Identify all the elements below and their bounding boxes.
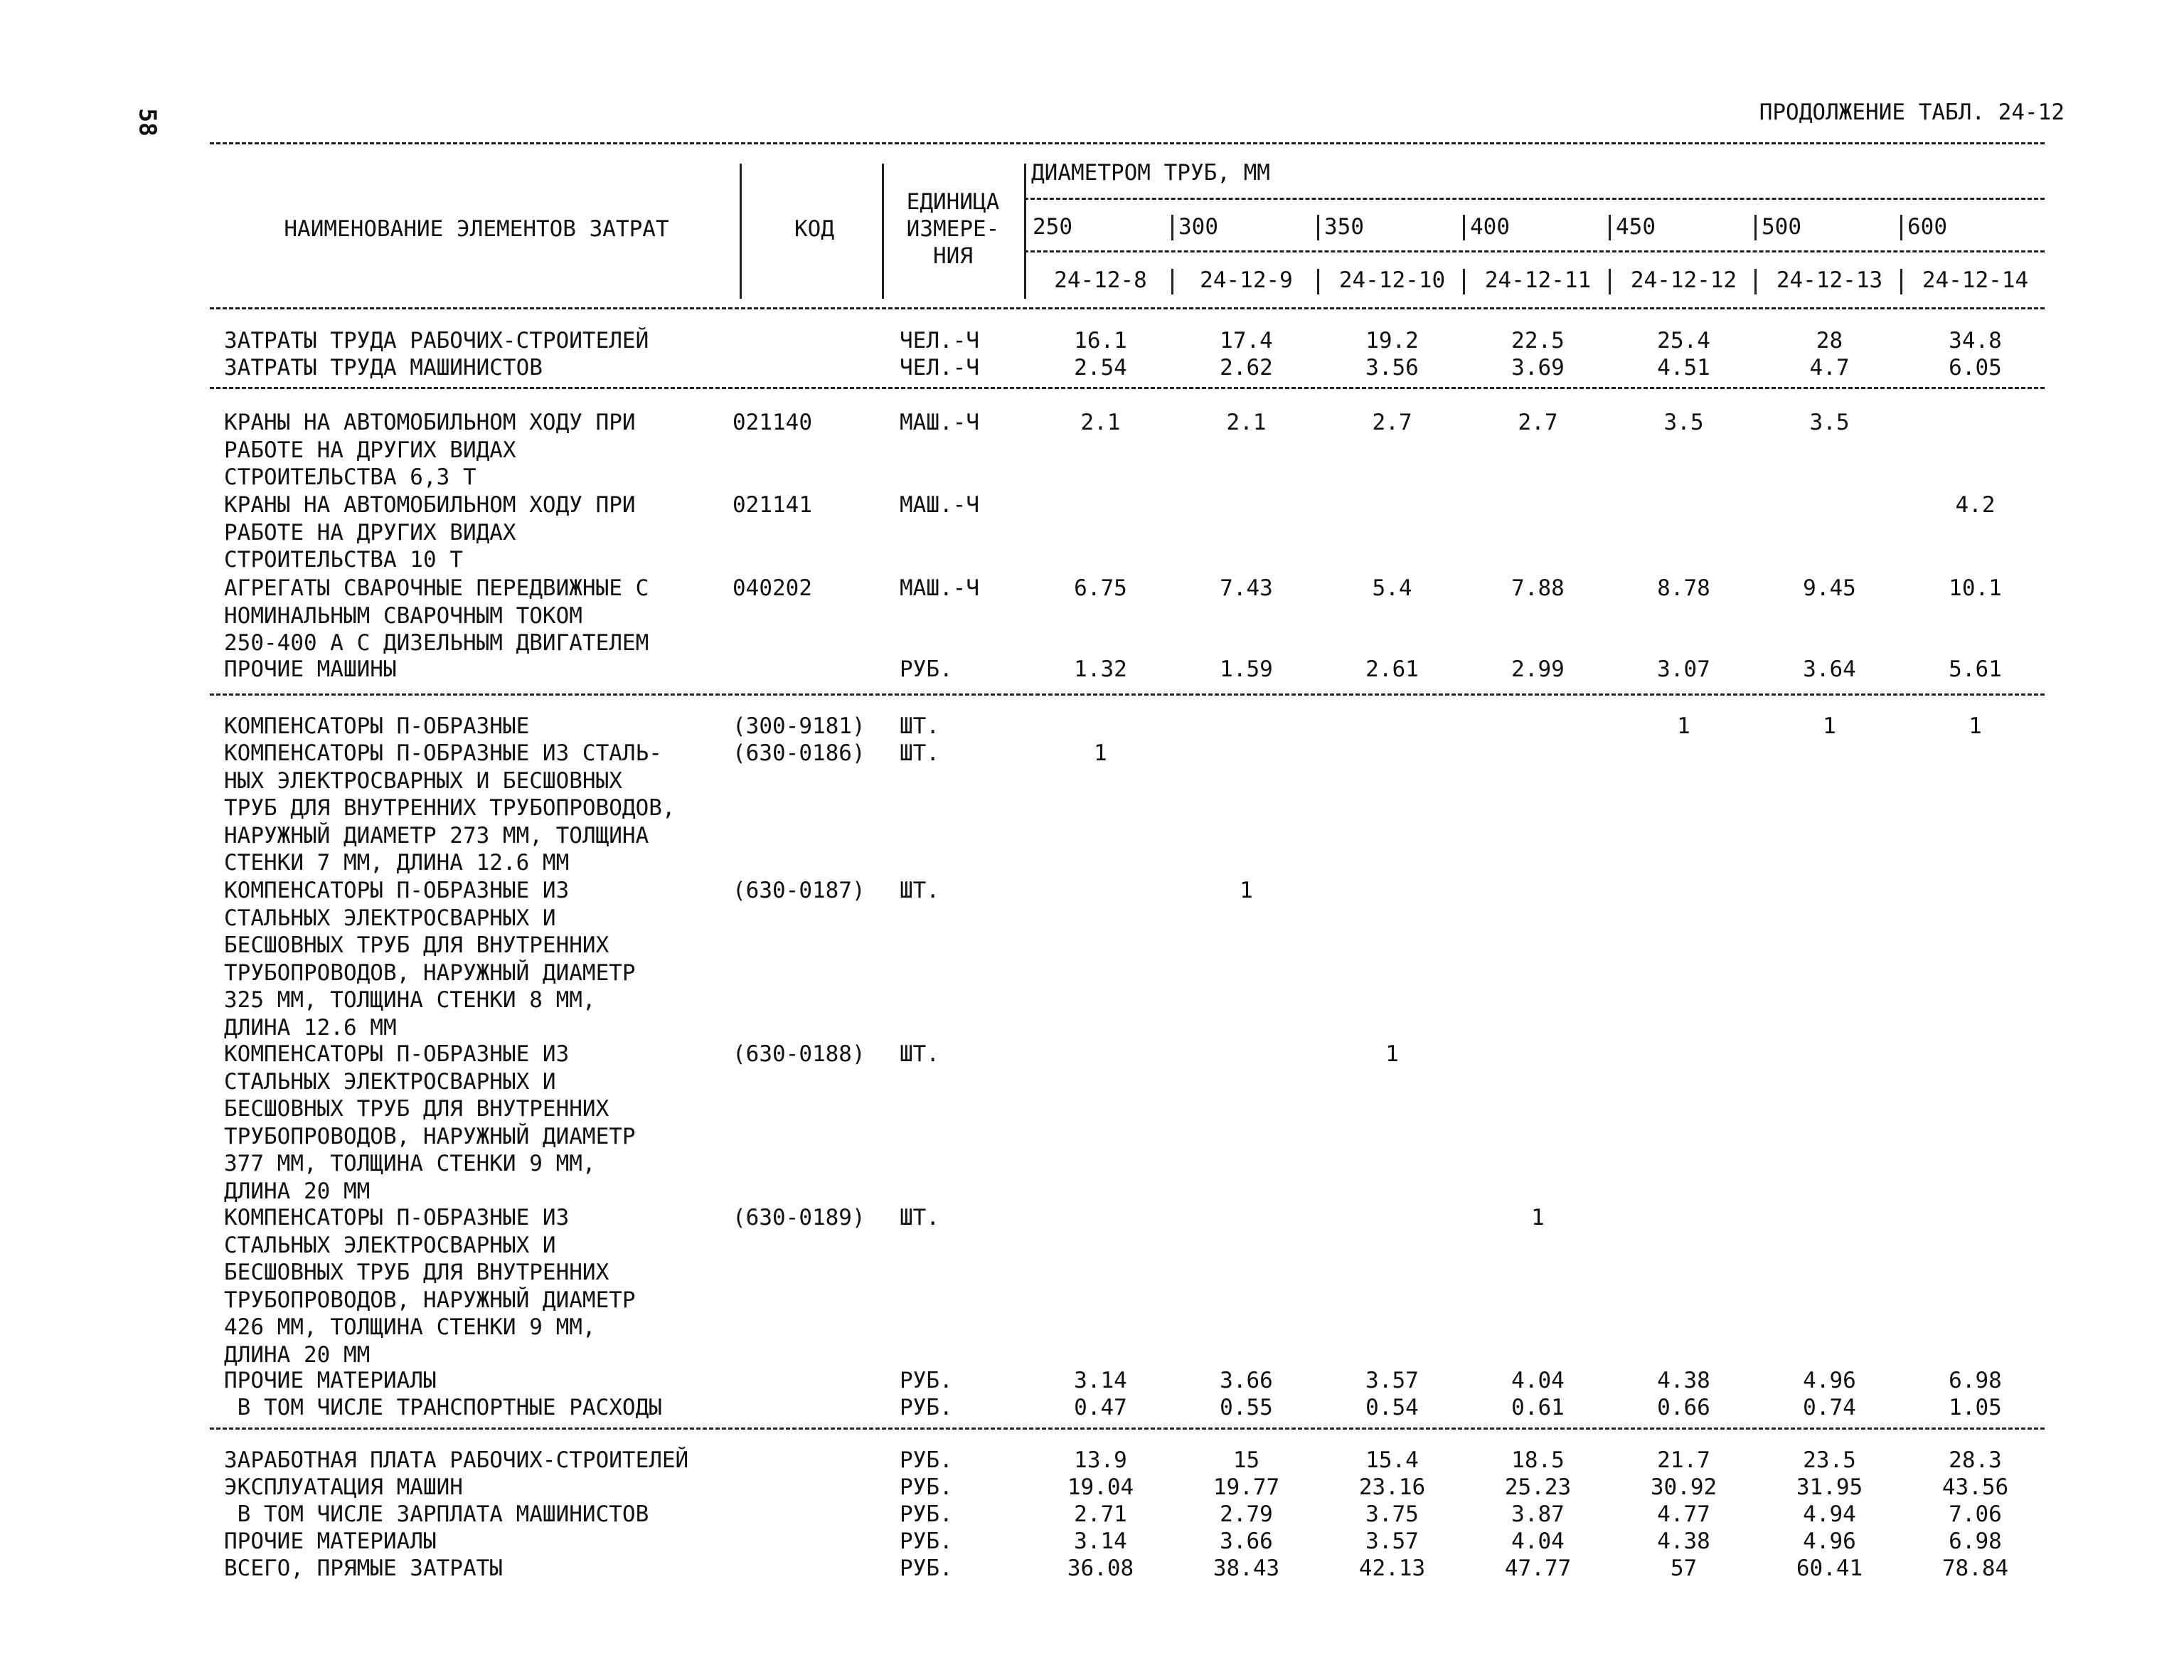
page-number: 58	[134, 108, 162, 137]
header-diameter-group: ДИАМЕТРОМ ТРУБ, ММ	[1031, 160, 1270, 186]
row-value: 3.07	[1657, 656, 1710, 682]
row-unit: ШТ.	[900, 1041, 939, 1067]
row-unit: МАШ.-Ч	[900, 410, 979, 435]
column-divider	[1317, 269, 1319, 294]
row-unit: ЧЕЛ.-Ч	[900, 328, 979, 353]
dashed-rule	[210, 693, 2045, 696]
row-value: 3.57	[1365, 1368, 1419, 1393]
row-name-line: НЫХ ЭЛЕКТРОСВАРНЫХ И БЕСШОВНЫХ	[224, 767, 622, 794]
row-value: 17.4	[1220, 328, 1273, 353]
row-name-line: ЗАТРАТЫ ТРУДА МАШИНИСТОВ	[224, 355, 543, 381]
row-name-line: КОМПЕНСАТОРЫ П-ОБРАЗНЫЕ	[224, 713, 530, 739]
row-value: 3.87	[1511, 1501, 1565, 1527]
row-value: 0.47	[1074, 1395, 1127, 1420]
row-name-line: 377 ММ, ТОЛЩИНА СТЕНКИ 9 ММ,	[224, 1151, 596, 1176]
dashed-rule	[210, 1428, 2045, 1430]
row-value: 0.55	[1220, 1395, 1273, 1420]
row-value: 3.14	[1074, 1368, 1127, 1393]
row-name-line: СТЕНКИ 7 ММ, ДЛИНА 12.6 ММ	[224, 850, 570, 876]
row-name-line: В ТОМ ЧИСЛЕ ТРАНСПОРТНЫЕ РАСХОДЫ	[224, 1395, 662, 1420]
row-unit: РУБ.	[900, 1447, 953, 1473]
row-value: 2.54	[1074, 355, 1127, 381]
row-code: (630-0186)	[733, 740, 865, 766]
row-value: 4.96	[1803, 1529, 1856, 1554]
dashed-rule	[210, 387, 2045, 389]
column-divider	[1171, 215, 1173, 240]
row-value: 1	[1969, 713, 1982, 739]
row-value: 1.59	[1220, 656, 1273, 682]
row-value: 3.64	[1803, 656, 1856, 682]
row-unit: РУБ.	[900, 1529, 953, 1554]
row-value: 19.77	[1213, 1474, 1280, 1500]
row-value: 3.5	[1663, 410, 1704, 435]
column-divider	[1317, 215, 1319, 240]
row-value: 28	[1816, 328, 1843, 353]
row-value: 25.23	[1504, 1474, 1572, 1500]
header-diameter-250: 250	[1033, 214, 1072, 240]
row-value: 34.8	[1949, 328, 2002, 353]
column-divider	[1463, 269, 1465, 294]
column-divider	[1024, 164, 1026, 299]
row-value: 4.38	[1657, 1368, 1710, 1393]
row-unit: ШТ.	[900, 1205, 939, 1230]
header-norm-code: 24-12-12	[1630, 267, 1737, 293]
header-norm-code: 24-12-9	[1200, 267, 1293, 293]
row-value: 1.32	[1074, 656, 1127, 682]
row-value: 31.95	[1796, 1474, 1863, 1500]
row-value: 0.66	[1657, 1395, 1710, 1420]
row-value: 57	[1670, 1556, 1698, 1581]
row-code: 021141	[733, 492, 812, 518]
row-name-line: ЭКСПЛУАТАЦИЯ МАШИН	[224, 1474, 463, 1500]
row-name-line: ВСЕГО, ПРЯМЫЕ ЗАТРАТЫ	[224, 1556, 503, 1581]
row-value: 6.98	[1949, 1529, 2002, 1554]
row-value: 30.92	[1650, 1474, 1717, 1500]
column-divider	[1171, 269, 1173, 294]
row-value: 3.57	[1365, 1529, 1419, 1554]
row-code: 021140	[733, 410, 812, 435]
column-divider	[1463, 215, 1465, 240]
row-value: 1	[1094, 740, 1107, 766]
row-value: 3.56	[1365, 355, 1419, 381]
header-name-column: НАИМЕНОВАНИЕ ЭЛЕМЕНТОВ ЗАТРАТ	[284, 216, 669, 242]
row-value: 4.04	[1511, 1529, 1565, 1554]
column-divider	[882, 164, 884, 299]
row-value: 8.78	[1657, 575, 1710, 601]
header-diameter-350: 350	[1324, 214, 1364, 240]
row-value: 5.61	[1949, 656, 2002, 682]
row-value: 4.96	[1803, 1368, 1856, 1393]
row-value: 2.1	[1226, 410, 1267, 435]
column-divider	[1754, 269, 1757, 294]
row-value: 10.1	[1949, 575, 2002, 601]
row-value: 78.84	[1941, 1556, 2009, 1581]
row-unit: РУБ.	[900, 1556, 953, 1581]
row-name-line: ТРУБОПРОВОДОВ, НАРУЖНЫЙ ДИАМЕТР	[224, 1287, 636, 1313]
row-unit: ЧЕЛ.-Ч	[900, 355, 979, 381]
row-name-line: ТРУБ ДЛЯ ВНУТРЕННИХ ТРУБОПРОВОДОВ,	[224, 795, 676, 821]
row-value: 36.08	[1067, 1556, 1134, 1581]
row-name-line: 426 ММ, ТОЛЩИНА СТЕНКИ 9 ММ,	[224, 1314, 596, 1340]
dashed-rule	[210, 307, 2045, 309]
row-name-line: БЕСШОВНЫХ ТРУБ ДЛЯ ВНУТРЕННИХ	[224, 1096, 609, 1122]
row-name-line: НАРУЖНЫЙ ДИАМЕТР 273 ММ, ТОЛЩИНА	[224, 822, 649, 849]
row-value: 47.77	[1504, 1556, 1572, 1581]
row-unit: МАШ.-Ч	[900, 492, 979, 518]
row-code: (630-0189)	[733, 1205, 865, 1230]
row-value: 2.71	[1074, 1501, 1127, 1527]
row-name-line: ДЛИНА 20 ММ	[224, 1341, 371, 1368]
row-value: 1	[1385, 1041, 1399, 1067]
row-value: 19.2	[1365, 328, 1419, 353]
column-divider	[1609, 215, 1611, 240]
row-value: 4.2	[1955, 492, 1996, 518]
row-value: 2.79	[1220, 1501, 1273, 1527]
row-value: 9.45	[1803, 575, 1856, 601]
row-name-line: 250-400 А С ДИЗЕЛЬНЫМ ДВИГАТЕЛЕМ	[224, 630, 649, 656]
header-norm-code: 24-12-10	[1338, 267, 1446, 293]
column-divider	[1900, 269, 1902, 294]
row-code: (630-0188)	[733, 1041, 865, 1067]
row-value: 6.98	[1949, 1368, 2002, 1393]
row-name-line: СТРОИТЕЛЬСТВА 6,3 Т	[224, 464, 476, 490]
row-name-line: ТРУБОПРОВОДОВ, НАРУЖНЫЙ ДИАМЕТР	[224, 959, 636, 986]
header-norm-code: 24-12-14	[1922, 267, 2029, 293]
row-unit: РУБ.	[900, 1474, 953, 1500]
column-divider	[740, 164, 742, 299]
column-divider	[1609, 269, 1611, 294]
row-value: 7.88	[1511, 575, 1565, 601]
row-value: 0.61	[1511, 1395, 1565, 1420]
row-value: 1	[1823, 713, 1836, 739]
row-name-line: ПРОЧИЕ МАШИНЫ	[224, 656, 397, 682]
row-value: 3.69	[1511, 355, 1565, 381]
row-value: 13.9	[1074, 1447, 1127, 1473]
row-code: 040202	[733, 575, 812, 601]
row-name-line: КОМПЕНСАТОРЫ П-ОБРАЗНЫЕ ИЗ СТАЛЬ-	[224, 740, 662, 766]
row-value: 15.4	[1365, 1447, 1419, 1473]
row-name-line: ДЛИНА 12.6 ММ	[224, 1014, 397, 1041]
row-value: 6.05	[1949, 355, 2002, 381]
row-name-line: КРАНЫ НА АВТОМОБИЛЬНОМ ХОДУ ПРИ	[224, 410, 636, 435]
row-value: 2.99	[1511, 656, 1565, 682]
row-value: 2.7	[1518, 410, 1558, 435]
row-name-line: СТАЛЬНЫХ ЭЛЕКТРОСВАРНЫХ И	[224, 1068, 556, 1095]
row-name-line: ЗАТРАТЫ ТРУДА РАБОЧИХ-СТРОИТЕЛЕЙ	[224, 328, 649, 353]
header-diameter-450: 450	[1616, 214, 1656, 240]
header-unit-line-3: НИЯ	[933, 243, 973, 269]
row-name-line: НОМИНАЛЬНЫМ СВАРОЧНЫМ ТОКОМ	[224, 602, 582, 629]
row-value: 0.74	[1803, 1395, 1856, 1420]
row-value: 3.66	[1220, 1529, 1273, 1554]
row-name-line: БЕСШОВНЫХ ТРУБ ДЛЯ ВНУТРЕННИХ	[224, 932, 609, 958]
row-unit: РУБ.	[900, 656, 953, 682]
header-diameter-600: 600	[1907, 214, 1947, 240]
row-name-line: СТАЛЬНЫХ ЭЛЕКТРОСВАРНЫХ И	[224, 905, 556, 931]
row-value: 3.75	[1365, 1501, 1419, 1527]
header-norm-code: 24-12-13	[1776, 267, 1883, 293]
row-unit: ШТ.	[900, 740, 939, 766]
row-value: 1.05	[1949, 1395, 2002, 1420]
row-value: 5.4	[1372, 575, 1412, 601]
row-name-line: КОМПЕНСАТОРЫ П-ОБРАЗНЫЕ ИЗ	[224, 1041, 570, 1067]
row-value: 4.77	[1657, 1501, 1710, 1527]
row-name-line: ЗАРАБОТНАЯ ПЛАТА РАБОЧИХ-СТРОИТЕЛЕЙ	[224, 1447, 689, 1473]
row-name-line: КОМПЕНСАТОРЫ П-ОБРАЗНЫЕ ИЗ	[224, 878, 570, 903]
row-value: 4.51	[1657, 355, 1710, 381]
row-value: 42.13	[1358, 1556, 1426, 1581]
row-unit: ШТ.	[900, 878, 939, 903]
row-name-line: БЕСШОВНЫХ ТРУБ ДЛЯ ВНУТРЕННИХ	[224, 1260, 609, 1285]
row-value: 2.7	[1372, 410, 1412, 435]
row-value: 28.3	[1949, 1447, 2002, 1473]
row-name-line: 325 ММ, ТОЛЩИНА СТЕНКИ 8 ММ,	[224, 987, 596, 1013]
row-value: 1	[1531, 1205, 1545, 1230]
column-divider	[1900, 215, 1902, 240]
row-value: 2.61	[1365, 656, 1419, 682]
row-name-line: ПРОЧИЕ МАТЕРИАЛЫ	[224, 1529, 437, 1554]
row-name-line: ТРУБОПРОВОДОВ, НАРУЖНЫЙ ДИАМЕТР	[224, 1123, 636, 1149]
row-name-line: СТРОИТЕЛЬСТВА 10 Т	[224, 547, 463, 573]
row-value: 3.66	[1220, 1368, 1273, 1393]
row-value: 7.43	[1220, 575, 1273, 601]
row-name-line: АГРЕГАТЫ СВАРОЧНЫЕ ПЕРЕДВИЖНЫЕ С	[224, 575, 649, 601]
row-value: 1	[1677, 713, 1690, 739]
row-value: 15	[1232, 1447, 1260, 1473]
row-value: 0.54	[1365, 1395, 1419, 1420]
header-diameter-500: 500	[1762, 214, 1801, 240]
row-value: 21.7	[1657, 1447, 1710, 1473]
row-value: 1	[1240, 878, 1253, 903]
row-value: 4.7	[1809, 355, 1850, 381]
row-value: 3.5	[1809, 410, 1850, 435]
row-value: 2.62	[1220, 355, 1273, 381]
dashed-rule	[1024, 250, 2045, 252]
header-norm-code: 24-12-8	[1054, 267, 1147, 293]
row-value: 6.75	[1074, 575, 1127, 601]
row-code: (300-9181)	[733, 713, 865, 739]
row-name-line: ДЛИНА 20 ММ	[224, 1178, 371, 1204]
row-value: 23.5	[1803, 1447, 1856, 1473]
row-name-line: ПРОЧИЕ МАТЕРИАЛЫ	[224, 1368, 437, 1393]
row-value: 22.5	[1511, 328, 1565, 353]
dashed-rule	[1024, 198, 2045, 200]
header-norm-code: 24-12-11	[1484, 267, 1592, 293]
row-unit: МАШ.-Ч	[900, 575, 979, 601]
header-diameter-400: 400	[1470, 214, 1510, 240]
row-name-line: СТАЛЬНЫХ ЭЛЕКТРОСВАРНЫХ И	[224, 1232, 556, 1258]
row-value: 25.4	[1657, 328, 1710, 353]
row-name-line: КРАНЫ НА АВТОМОБИЛЬНОМ ХОДУ ПРИ	[224, 492, 636, 518]
row-value: 4.94	[1803, 1501, 1856, 1527]
dashed-rule	[210, 142, 2045, 144]
row-name-line: КОМПЕНСАТОРЫ П-ОБРАЗНЫЕ ИЗ	[224, 1205, 570, 1230]
row-name-line: РАБОТЕ НА ДРУГИХ ВИДАХ	[224, 519, 516, 546]
header-diameter-300: 300	[1178, 214, 1218, 240]
row-value: 7.06	[1949, 1501, 2002, 1527]
row-value: 60.41	[1796, 1556, 1863, 1581]
row-value: 43.56	[1941, 1474, 2009, 1500]
row-value: 18.5	[1511, 1447, 1565, 1473]
row-unit: ШТ.	[900, 713, 939, 739]
row-value: 19.04	[1067, 1474, 1134, 1500]
row-value: 2.1	[1080, 410, 1121, 435]
column-divider	[1754, 215, 1757, 240]
row-name-line: РАБОТЕ НА ДРУГИХ ВИДАХ	[224, 437, 516, 463]
row-value: 4.04	[1511, 1368, 1565, 1393]
header-unit-line-1: ЕДИНИЦА	[906, 189, 1000, 215]
row-value: 38.43	[1213, 1556, 1280, 1581]
row-unit: РУБ.	[900, 1395, 953, 1420]
row-value: 16.1	[1074, 328, 1127, 353]
row-unit: РУБ.	[900, 1368, 953, 1393]
header-unit-line-2: ИЗМЕРЕ-	[906, 216, 1000, 242]
row-value: 3.14	[1074, 1529, 1127, 1554]
header-code-column: КОД	[794, 216, 834, 242]
row-value: 23.16	[1358, 1474, 1426, 1500]
row-name-line: В ТОМ ЧИСЛЕ ЗАРПЛАТА МАШИНИСТОВ	[224, 1501, 649, 1527]
row-code: (630-0187)	[733, 878, 865, 903]
row-value: 4.38	[1657, 1529, 1710, 1554]
row-unit: РУБ.	[900, 1501, 953, 1527]
table-title: ПРОДОЛЖЕНИЕ ТАБЛ. 24-12	[1759, 100, 2065, 125]
